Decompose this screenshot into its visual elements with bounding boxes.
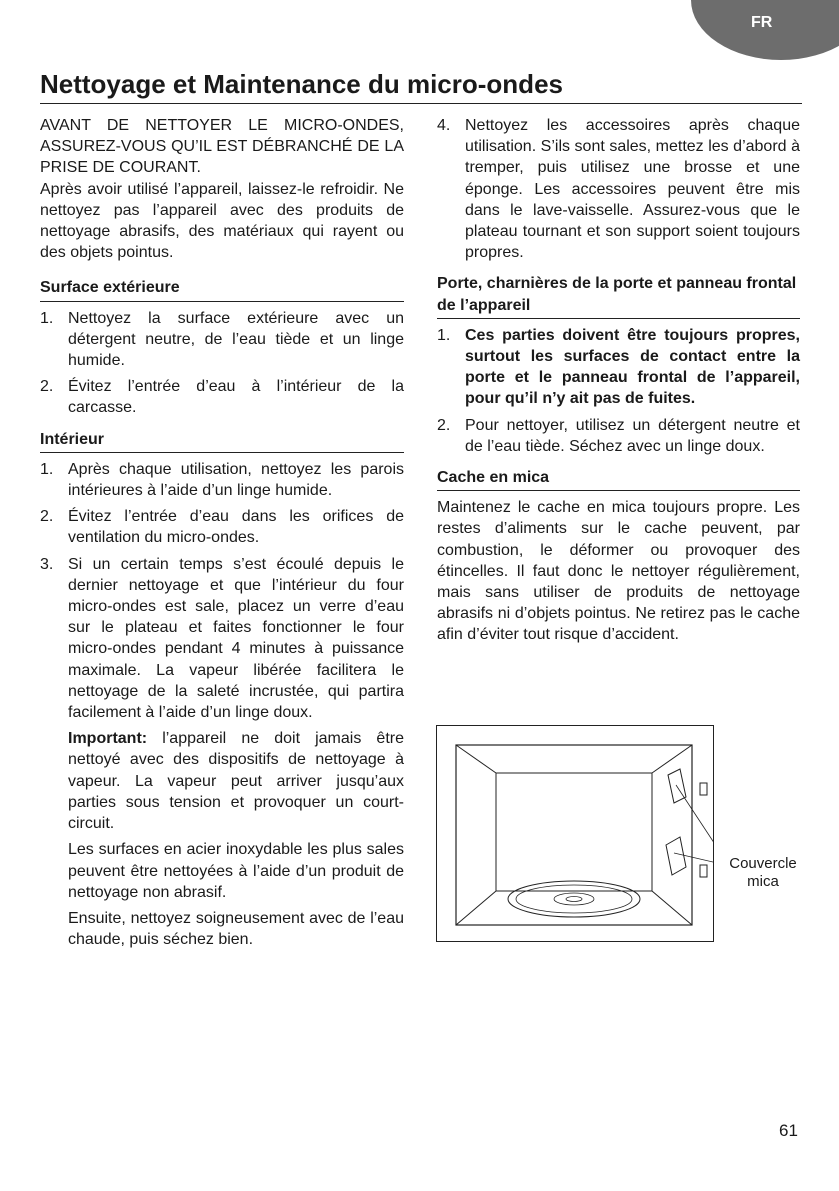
page-number: 61 <box>779 1121 798 1140</box>
steel-note: Les surfaces en acier inoxydable les plus sales peuvent être nettoyées à l’aide d’un produit de nettoyage non abrasif. <box>68 841 404 901</box>
door-list <box>437 325 800 457</box>
list-item: 3. Si un certain temps s’est écoulé depuis le dernier nettoyage et que l’intérieur du four micro-ondes est sale, placez un verre d’eau sur le plateau et faites fonctionner le four micro-ondes pendant 4 minutes à puissance maximale. La vapeur libérée facilitera le nettoyage de la saleté incrustée, qui partira facilement à l’aide d’un linge doux. <box>40 555 404 722</box>
list-item: 1. Après chaque utilisation, nettoyez les parois intérieures à l’aide d’un linge humide. <box>40 460 404 500</box>
left-column <box>40 115 404 950</box>
heading-mica: Cache en mica <box>437 467 800 491</box>
interior-list-continued <box>437 115 800 263</box>
heading-interior: Intérieur <box>40 429 404 453</box>
surface-list <box>40 308 404 419</box>
heading-door: Porte, charnières de la porte et panneau frontal de l’appareil <box>437 273 800 318</box>
mica-paragraph: Maintenez le cache en mica toujours propre. Les restes d’aliments sur le cache peuvent, par combustion, le déformer ou provoquer des étincelles. Il faut donc le nettoyer régulièrement, mais sans utiliser de produits de nettoyage abrasifs ni d’objets pointus. Ne retirez pas le cache afin d’éviter tout risque d’accident. <box>437 499 800 644</box>
list-item: 1. Nettoyez la surface extérieure avec un détergent neutre, de l’eau tiède et un linge humide. <box>40 309 404 370</box>
warning-caps: AVANT DE NETTOYER LE MICRO-ONDES, ASSUREZ-VOUS QU’IL EST DÉBRANCHÉ DE LA PRISE DE COURANT. <box>40 117 404 177</box>
intro-paragraph: Après avoir utilisé l’appareil, laissez-le refroidir. Ne nettoyez pas l’appareil avec des produits de nettoyage abrasifs, des matériaux qui rayent ou des objets pointus. <box>40 180 404 262</box>
list-item: 4. Nettoyez les accessoires après chaque utilisation. S’ils sont sales, mettez les d’abord à tremper, puis utilisez une brosse et une éponge. Les accessoires peuvent être mis dans le lave-vaisselle. Assurez-vous que le plateau tournant et son support soient toujours propres. <box>437 117 800 262</box>
list-item: 2. Évitez l’entrée d’eau dans les orifices de ventilation du micro-ondes. <box>40 508 404 547</box>
right-column <box>437 115 800 646</box>
microwave-diagram <box>436 725 714 942</box>
list-item: 2. Pour nettoyer, utilisez un détergent neutre et de l’eau tiède. Séchez avec un linge doux. <box>437 416 800 455</box>
mica-cover-label: Couvercle mica <box>729 855 797 890</box>
language-label: FR <box>751 14 773 31</box>
heading-surface: Surface extérieure <box>40 277 404 301</box>
list-item: 2. Évitez l’entrée d’eau à l’intérieur de la carcasse. <box>40 378 404 417</box>
figure-frame <box>437 726 714 942</box>
then-note: Ensuite, nettoyez soigneusement avec de l’eau chaude, puis séchez bien. <box>68 909 404 949</box>
important-note: Important: l’appareil ne doit jamais être nettoyé avec des dispositifs de nettoyage à vapeur. La vapeur peut arriver jusqu’aux parties sous tension et provoquer un court-circuit. <box>68 730 404 833</box>
page-title: Nettoyage et Maintenance du micro-ondes <box>40 68 802 104</box>
list-item: 1. Ces parties doivent être toujours propres, surtout les surfaces de contact entre la porte et le panneau frontal de l’appareil, pour qu’il n’y ait pas de fuites. <box>437 326 800 408</box>
interior-list <box>40 459 404 723</box>
